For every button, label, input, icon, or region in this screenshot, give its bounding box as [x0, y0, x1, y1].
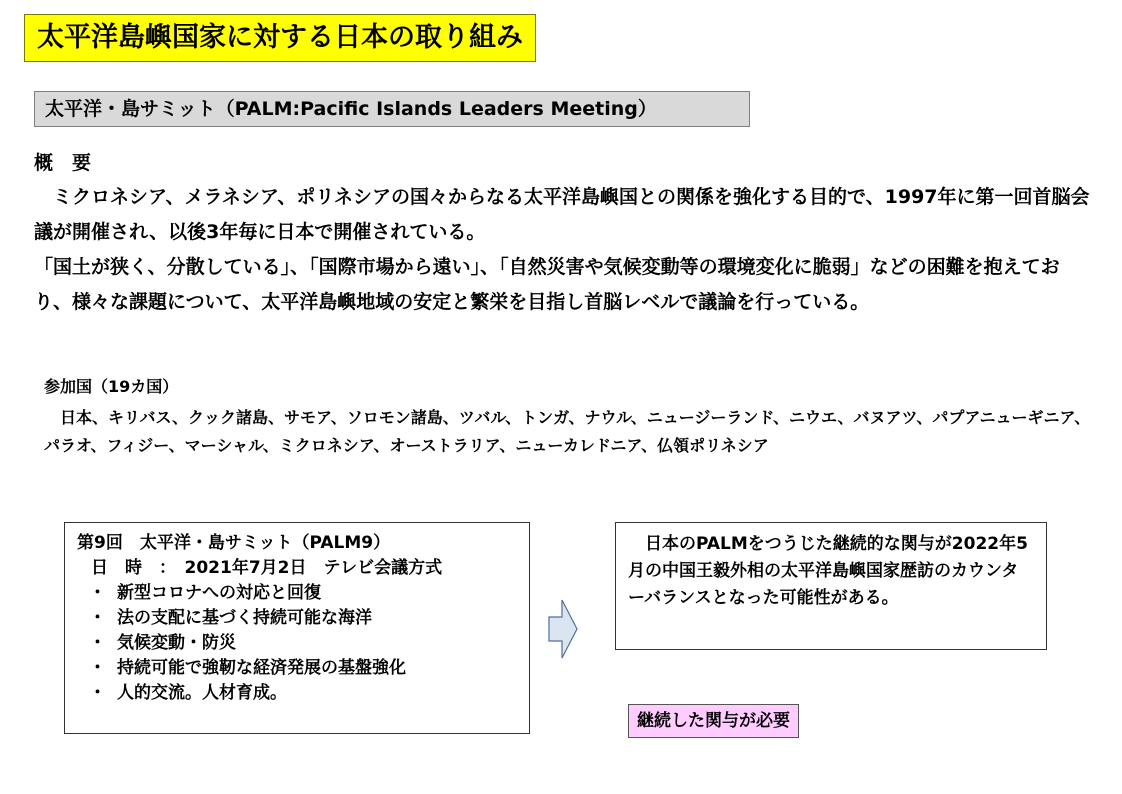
overview-heading: 概 要	[34, 152, 92, 174]
conclusion-badge: 継続した関与が必要	[628, 704, 799, 738]
palm9-heading: 第9回 太平洋・島サミット（PALM9）	[77, 533, 391, 553]
overview-paragraph: 「国土が狭く、分散している」、「国際市場から遠い」、「自然災害や気候変動等の環境変化に脆弱」などの困難を抱えており、様々な課題について、太平洋島嶼地域の安定と繁栄を目指し首脳レベルで議論を行っている。	[34, 256, 1060, 313]
palm9-summary-box	[64, 522, 530, 734]
bullet-icon: ・	[89, 658, 106, 678]
overview-body	[34, 180, 1094, 320]
subtitle-banner: 太平洋・島サミット（PALM:Pacific Islands Leaders Meeting）	[34, 91, 750, 127]
participants-heading: 参加国（19カ国）	[44, 377, 179, 396]
palm9-topic-item	[77, 656, 517, 681]
overview-paragraph: ミクロネシア、メラネシア、ポリネシアの国々からなる太平洋島嶼国との関係を強化する目的で、1997年に第一回首脳会議が開催され、以後3年毎に日本で開催されている。	[34, 186, 1090, 243]
right-arrow-icon	[548, 598, 578, 660]
participants-list: 日本、キリバス、クック諸島、サモア、ソロモン諸島、ツバル、トンガ、ナウル、ニュージーランド、ニウエ、バヌアツ、パプアニューギニア、パラオ、フィジー、マーシャル、ミクロネシア、オーストラリア、ニューカレドニア、仏領ポリネシア	[44, 408, 1091, 455]
bullet-icon: ・	[89, 608, 106, 628]
page-title: 太平洋島嶼国家に対する日本の取り組み	[24, 14, 536, 62]
bullet-icon: ・	[89, 683, 106, 703]
palm9-topic-text: 法の支配に基づく持続可能な海洋	[117, 608, 372, 628]
bullet-icon: ・	[89, 633, 106, 653]
bullet-icon: ・	[89, 583, 106, 603]
palm9-topic-text: 気候変動・防災	[117, 633, 236, 653]
palm9-topic-text: 新型コロナへの対応と回復	[117, 583, 321, 603]
palm9-topic-item	[77, 581, 517, 606]
palm9-topic-item	[77, 681, 517, 706]
analysis-box: 日本のPALMをつうじた継続的な関与が2022年5月の中国王毅外相の太平洋島嶼国家歴訪のカウンターバランスとなった可能性がある。	[615, 522, 1047, 650]
palm9-topic-text: 人的交流。人材育成。	[117, 683, 287, 703]
palm9-date-line: 日 時 ： 2021年7月2日 テレビ会議方式	[91, 558, 443, 578]
palm9-topic-item	[77, 631, 517, 656]
palm9-topic-text: 持続可能で強靭な経済発展の基盤強化	[117, 658, 406, 678]
palm9-topic-item	[77, 606, 517, 631]
